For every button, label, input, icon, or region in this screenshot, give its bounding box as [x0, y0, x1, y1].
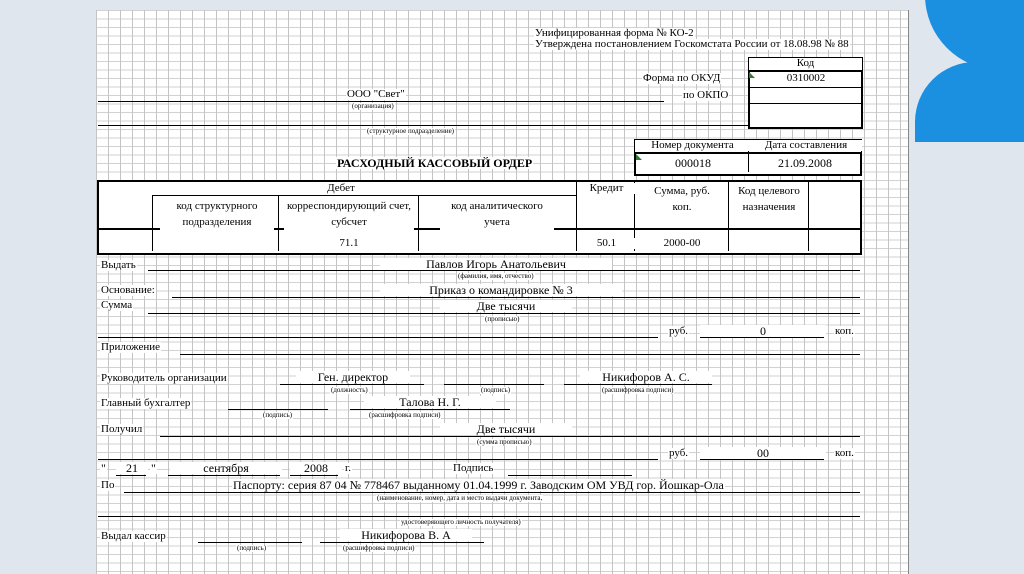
passport-text: Паспорту: серия 87 04 № 778467 выданному 01.04.1999 г. Заводским ОМ УВД гор. Йошкар-Ола: [233, 478, 724, 492]
basis-label: Основание:: [101, 284, 155, 296]
passport-caption: (наименование, номер, дата и место выдачи документа,: [377, 494, 543, 502]
accountant-name-caption: (расшифровка подписи): [369, 411, 441, 419]
cell-marker: [636, 154, 642, 160]
kop-line: [700, 337, 824, 338]
head-signature-line: [444, 384, 544, 385]
received-line-2: [98, 459, 658, 460]
accountant-signature-line: [228, 409, 328, 410]
issue-caption: (фамилия, имя, отчество): [458, 272, 534, 280]
cashier-name: Никифорова В. А: [340, 529, 472, 541]
table-col-line: [728, 181, 729, 251]
sum-label: Сумма: [101, 299, 133, 311]
received-kop-label: коп.: [835, 447, 854, 459]
okpo-label: по ОКПО: [683, 89, 729, 101]
date-year-suffix: г.: [345, 462, 352, 474]
head-name-line: [564, 384, 712, 385]
code-divider: [750, 87, 861, 88]
doc-date-label: Дата составления: [750, 140, 862, 151]
row-credit: 50.1: [578, 238, 635, 249]
okud-code: 0310002: [752, 73, 860, 84]
sum-col-label: Сумма, руб. коп.: [650, 183, 714, 215]
accountant-name: Талова Н. Г.: [364, 396, 496, 408]
okud-label: Форма по ОКУД: [643, 72, 721, 84]
head-label: Руководитель организации: [101, 372, 227, 384]
decorative-shape: [925, 0, 1024, 70]
head-signature-caption: (подпись): [481, 386, 511, 394]
issue-to-name: Павлов Игорь Анатольевич: [380, 258, 612, 270]
account-col-label: корреспондирующий счет, субсчет: [284, 198, 414, 230]
received-signature-label: Подпись: [453, 462, 494, 474]
attachment-line: [180, 354, 860, 355]
table-col-line: [418, 195, 419, 251]
date-year: 2008: [290, 462, 342, 474]
sum-line-2: [98, 337, 658, 338]
received-rub-label: руб.: [669, 447, 689, 459]
credit-label: Кредит: [578, 183, 635, 194]
table-divider: [152, 195, 576, 196]
date-year-line: [290, 475, 338, 476]
received-line: [160, 436, 860, 437]
date-quote-close: ": [151, 461, 156, 475]
decorative-shape: [915, 62, 1024, 142]
head-name: Никифоров А. С.: [580, 371, 712, 383]
approval-note: Утверждена постановлением Госкомстата России от 18.08.98 № 88: [535, 38, 849, 50]
accountant-signature-caption: (подпись): [263, 411, 293, 419]
received-label: Получил: [101, 423, 143, 435]
passport-line: [124, 492, 860, 493]
identity-caption: удостоверяющего личность получателя): [401, 518, 521, 526]
accountant-label: Главный бухгалтер: [101, 397, 191, 409]
received-signature-line: [508, 475, 632, 476]
received-sum-caption: (сумма прописью): [477, 438, 532, 446]
doc-number: 000018: [638, 157, 748, 169]
head-name-caption: (расшифровка подписи): [602, 386, 674, 394]
head-position-caption: (должность): [331, 386, 368, 394]
purpose-col-label: Код целевого назначения: [730, 183, 808, 215]
sum-words: Две тысячи: [440, 300, 572, 312]
analytic-col-label: код аналитического учета: [440, 198, 554, 230]
cell-marker: [749, 72, 755, 78]
sum-words-caption: (прописью): [485, 315, 520, 323]
cashier-signature-caption: (подпись): [237, 544, 267, 552]
row-sum: 2000-00: [636, 238, 728, 249]
sheet-edge: [908, 10, 909, 574]
kop-value: 0: [700, 325, 826, 337]
division-code-col-label: код структурного подразделения: [160, 198, 274, 230]
accountant-name-line: [350, 409, 510, 410]
cashier-name-line: [320, 542, 484, 543]
division-caption: (структурное подразделение): [367, 127, 455, 135]
date-month: сентября: [170, 462, 282, 474]
cashier-label: Выдал кассир: [101, 530, 166, 542]
passport-by-label: По: [101, 479, 115, 491]
rub-label: руб.: [669, 325, 689, 337]
issue-line: [148, 270, 860, 271]
date-day: 21: [116, 462, 148, 474]
attachment-label: Приложение: [101, 341, 161, 353]
table-col-line: [278, 195, 279, 251]
doc-divider: [748, 153, 749, 172]
head-position-line: [280, 384, 424, 385]
doc-number-label: Номер документа: [636, 140, 749, 151]
organization-caption: (организация): [352, 102, 394, 110]
received-kop-value: 00: [700, 447, 826, 459]
identity-line: [98, 516, 860, 517]
row-account: 71.1: [280, 238, 418, 249]
debit-label: Дебет: [300, 183, 382, 194]
date-day-line: [116, 475, 146, 476]
doc-date: 21.09.2008: [751, 157, 859, 169]
code-label: Код: [749, 58, 862, 69]
table-col-line: [152, 195, 153, 251]
document-title: РАСХОДНЫЙ КАССОВЫЙ ОРДЕР: [337, 156, 533, 170]
table-col-line: [808, 181, 809, 251]
received-kop-line: [700, 459, 824, 460]
sum-line: [148, 313, 860, 314]
date-quote-open: ": [101, 461, 106, 475]
organization-name: ООО "Свет": [347, 88, 405, 100]
kop-label: коп.: [835, 325, 854, 337]
issue-label: Выдать: [101, 259, 136, 271]
cashier-signature-line: [198, 542, 302, 543]
form-name: Унифицированная форма № КО-2: [535, 27, 694, 39]
cashier-name-caption: (расшифровка подписи): [343, 544, 415, 552]
received-sum-words: Две тысячи: [440, 423, 572, 435]
basis-text: Приказ о командировке № 3: [380, 284, 622, 296]
table-col-line: [576, 181, 577, 251]
basis-line: [172, 297, 860, 298]
division-line: [98, 125, 748, 126]
code-divider: [750, 103, 861, 104]
head-position: Ген. директор: [296, 371, 410, 383]
date-month-line: [168, 475, 280, 476]
